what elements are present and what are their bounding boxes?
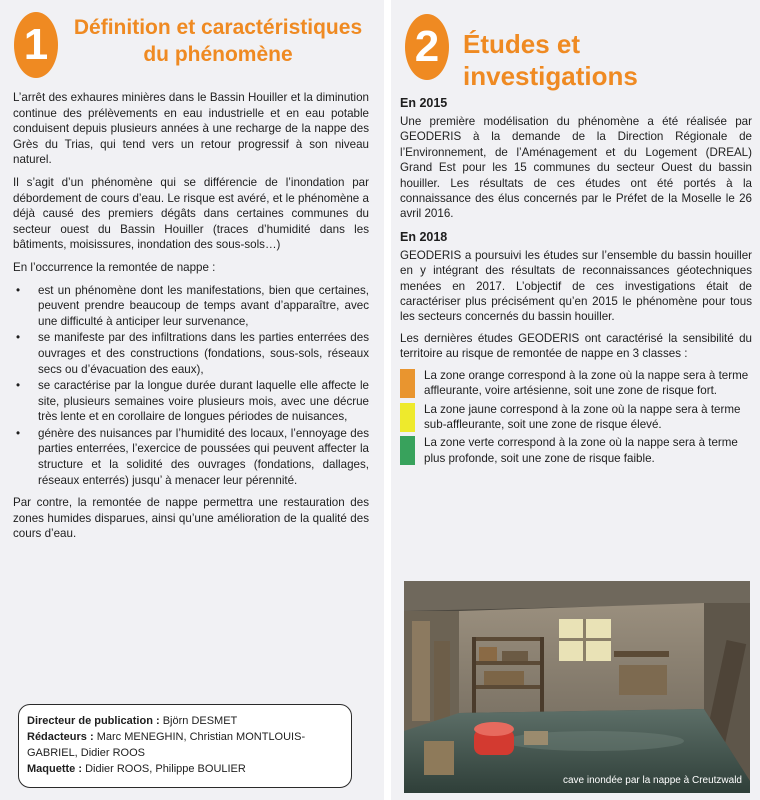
paragraph: Une première modélisation du phénomène a été réalisée par GEODERIS à la demande de la Direction Régionale de l’Environnement, de l’Aménagement et du Logement (DREAL) Grand Est pour les 15 communes du secteur Ouest du bassin houiller. Les résultats de ces études ont été portés à la connaissance des élus concernés par le Préfet de la Moselle le 26 avril 2016.: [400, 115, 752, 221]
credits-editors: [27, 729, 343, 761]
bullet-icon: •: [16, 379, 21, 393]
zone-description: La zone jaune correspond à la zone où la nappe sera à terme sub-affleurante, soit une zone de risque élevé.: [424, 402, 741, 431]
section-number-badge: 1: [14, 12, 58, 78]
section-title-line-2: du phénomène: [143, 43, 293, 66]
credits-value: Björn DESMET: [162, 715, 238, 727]
list-item-text: génère des nuisances par l’humidité des locaux, l’ennoyage des parties enterrées, l’exercice de poussées qui peuvent affecter la structure et la solidité des ouvrages (fondations, dallages, réseaux enterrés) jusqu’ à menacer leur pérennité.: [38, 426, 369, 487]
year-heading-2018: En 2018: [400, 229, 448, 244]
paragraph: L’arrêt des exhaures minières dans le Bassin Houiller et la diminution continue des prélèvements en eau industrielle et en eau potable conduisent depuis plusieurs années à une recharge de la nappe des Grès du Trias, qui tend vers un retour progressif à son niveau naturel.: [13, 91, 369, 167]
section-number-badge: 2: [405, 14, 449, 80]
list-intro: En l’occurrence la remontée de nappe :: [13, 260, 216, 274]
definition-body: [13, 90, 369, 549]
zone-yellow: [400, 402, 752, 433]
credits-label: Maquette :: [27, 763, 82, 775]
paragraph: Il s’agit d’un phénomène qui se différencie de l’inondation par débordement de cours d’eau. Le risque est avéré, et le phénomène a déjà causé des premiers dégâts dans certaines communes du secteur ouest du Bassin Houiller (traces d’humidité dans les bâtiments, moisissures, inondation des sous-sols…): [13, 175, 369, 252]
section-header: [391, 0, 760, 91]
list-item-text: est un phénomène dont les manifestations, bien que certaines, peuvent prendre beaucoup de temps avant d’apparaître, avec une difficulté à anticiper leur survenance,: [38, 283, 369, 328]
section-title: Études et investigations: [463, 29, 638, 91]
bullet-icon: •: [16, 426, 21, 440]
credits-layout: [27, 761, 343, 777]
list-item-text: se manifeste par des infiltrations dans les parties enterrées des ouvrages et des constructions (fondations, sous-sols, réseaux secs ou d’évacuation des eaux),: [38, 331, 369, 376]
zone-orange: [400, 368, 752, 399]
section-title-line-1: Définition et caractéristiques: [73, 16, 363, 39]
paragraph: GEODERIS a poursuivi les études sur l’ensemble du bassin houiller en y intégrant des résultats de reconnaissances géotechniques menées en 2017. L’objectif de ces investigations était de caractériser plus précisément qu’en 2015 le phénomène pour tous les secteurs concernés du bassin houiller.: [400, 248, 752, 324]
bullet-icon: •: [16, 283, 21, 297]
photo-caption: cave inondée par la nappe à Creutzwald: [562, 775, 742, 786]
list-item: [13, 283, 369, 330]
paragraph: Les dernières études GEODERIS ont caractérisé la sensibilité du territoire au risque de remontée de nappe en 3 classes :: [400, 331, 752, 361]
list-item: [13, 426, 369, 488]
zone-green: [400, 435, 752, 466]
list-item: [13, 330, 369, 377]
credits-value: Didier ROOS, Philippe BOULIER: [85, 763, 246, 775]
list-item: [13, 378, 369, 425]
list-item-text: se caractérise par la longue durée durant laquelle elle affecte le site, plusieurs semaines voire plusieurs mois, avec une décrue très lente et en corollaire de longues périodes de nuisances,: [38, 379, 369, 424]
credits-box: [18, 704, 352, 788]
zone-description: La zone orange correspond à la zone où la nappe sera à terme affleurante, voire artésienne, soit une zone de risque fort.: [424, 368, 749, 398]
green-swatch: [400, 436, 415, 465]
bullet-icon: •: [16, 331, 21, 345]
cellar-illustration: [404, 581, 750, 793]
year-heading-2015: En 2015: [400, 96, 448, 110]
orange-swatch: [400, 369, 415, 398]
section-studies: [391, 0, 760, 800]
credits-director: [27, 713, 343, 729]
paragraph: Par contre, la remontée de nappe permettra une restauration des zones humides disparues, ainsi qu’une amélioration de la qualité des cours d’eau.: [13, 496, 369, 541]
section-header: [0, 0, 384, 86]
credits-value: Marc MENEGHIN, Christian MONTLOUIS-GABRIEL, Didier ROOS: [27, 731, 306, 759]
section-title: [68, 14, 368, 68]
studies-body: [400, 94, 752, 469]
flooded-cellar-photo: [404, 581, 750, 793]
zone-description: La zone verte correspond à la zone où la nappe sera à terme plus profonde, soit une zone de risque faible.: [424, 436, 738, 465]
yellow-swatch: [400, 403, 415, 432]
credits-label: Rédacteurs :: [27, 731, 94, 743]
credits-label: Directeur de publication :: [27, 715, 160, 727]
characteristics-list: [13, 283, 369, 489]
